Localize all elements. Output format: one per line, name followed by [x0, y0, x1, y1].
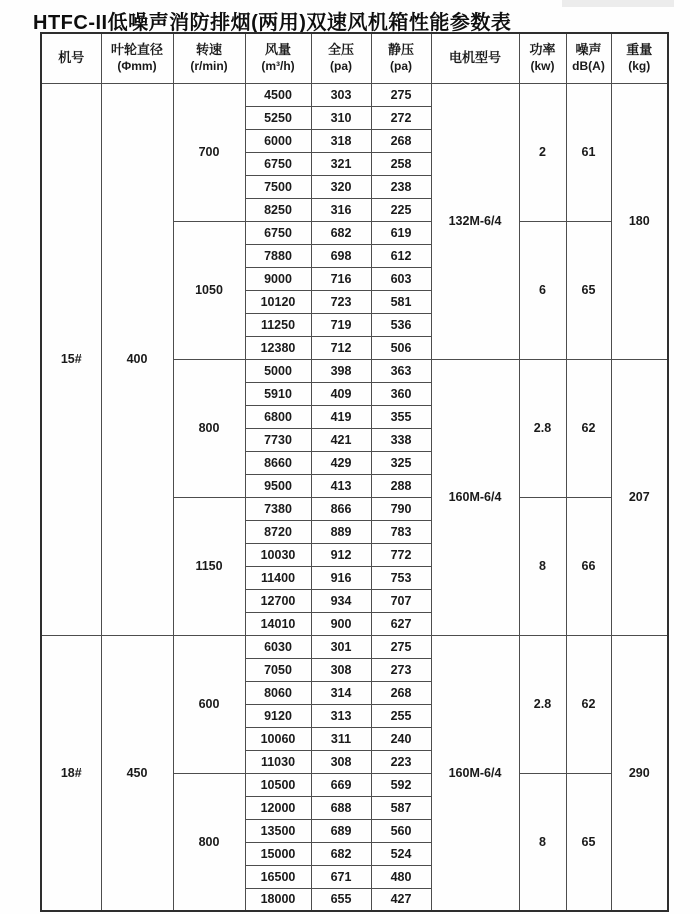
cell-static-pressure: 619 — [371, 221, 431, 244]
cell-static-pressure: 225 — [371, 198, 431, 221]
cell-static-pressure: 258 — [371, 152, 431, 175]
cell-total-pressure: 916 — [311, 566, 371, 589]
header-row — [41, 33, 668, 83]
cell-static-pressure: 338 — [371, 428, 431, 451]
spec-table — [40, 32, 669, 912]
header-label: 叶轮直径 — [110, 42, 163, 57]
cell-static-pressure: 524 — [371, 842, 431, 865]
header-cell-static-pressure — [371, 33, 431, 83]
cell-static-pressure: 772 — [371, 543, 431, 566]
header-unit: (Φmm) — [117, 58, 157, 73]
cell-total-pressure: 421 — [311, 428, 371, 451]
cell-static-pressure: 288 — [371, 474, 431, 497]
cell-static-pressure: 627 — [371, 612, 431, 635]
cell-air-volume: 11030 — [245, 750, 311, 773]
header-label: 电机型号 — [448, 49, 501, 65]
cell-static-pressure: 275 — [371, 83, 431, 106]
table-body — [41, 83, 668, 911]
cell-machine-no: 18# — [41, 635, 101, 911]
cell-static-pressure: 223 — [371, 750, 431, 773]
table-header — [41, 33, 668, 83]
cell-air-volume: 8660 — [245, 451, 311, 474]
header-unit: (kw) — [530, 58, 555, 73]
cell-total-pressure: 689 — [311, 819, 371, 842]
cell-total-pressure: 398 — [311, 359, 371, 382]
cell-power: 8 — [519, 773, 566, 911]
table-row — [41, 635, 668, 658]
header-cell-machine-no — [41, 33, 101, 83]
cell-speed: 800 — [173, 773, 245, 911]
cell-air-volume: 13500 — [245, 819, 311, 842]
header-label: 机号 — [58, 49, 85, 65]
header-unit: (m³/h) — [261, 58, 295, 73]
cell-air-volume: 10060 — [245, 727, 311, 750]
cell-air-volume: 5250 — [245, 106, 311, 129]
header-cell-impeller-diameter — [101, 33, 173, 83]
cell-static-pressure: 355 — [371, 405, 431, 428]
cell-static-pressure: 240 — [371, 727, 431, 750]
header-label: 风量 — [264, 42, 291, 57]
cell-total-pressure: 321 — [311, 152, 371, 175]
cell-air-volume: 6750 — [245, 152, 311, 175]
header-cell-power — [519, 33, 566, 83]
header-cell-noise — [566, 33, 611, 83]
cell-total-pressure: 912 — [311, 543, 371, 566]
cell-air-volume: 5000 — [245, 359, 311, 382]
cell-air-volume: 7730 — [245, 428, 311, 451]
cell-total-pressure: 413 — [311, 474, 371, 497]
cell-static-pressure: 592 — [371, 773, 431, 796]
cell-noise: 61 — [566, 83, 611, 221]
cell-static-pressure: 560 — [371, 819, 431, 842]
cell-air-volume: 6750 — [245, 221, 311, 244]
header-label: 静压 — [387, 42, 414, 57]
cell-power: 2.8 — [519, 359, 566, 497]
cell-air-volume: 5910 — [245, 382, 311, 405]
cell-static-pressure: 587 — [371, 796, 431, 819]
cell-total-pressure: 429 — [311, 451, 371, 474]
cell-power: 2.8 — [519, 635, 566, 773]
cell-noise: 62 — [566, 635, 611, 773]
cell-static-pressure: 506 — [371, 336, 431, 359]
cell-impeller-diameter: 450 — [101, 635, 173, 911]
cell-static-pressure: 275 — [371, 635, 431, 658]
header-unit: (pa) — [330, 58, 352, 73]
header-unit: dB(A) — [572, 58, 605, 73]
cell-air-volume: 15000 — [245, 842, 311, 865]
cell-static-pressure: 783 — [371, 520, 431, 543]
cell-motor-model: 160M-6/4 — [431, 359, 519, 635]
cell-air-volume: 4500 — [245, 83, 311, 106]
header-cell-total-pressure — [311, 33, 371, 83]
cell-total-pressure: 308 — [311, 658, 371, 681]
cell-total-pressure: 655 — [311, 888, 371, 911]
cell-air-volume: 7880 — [245, 244, 311, 267]
cell-static-pressure: 238 — [371, 175, 431, 198]
cell-air-volume: 14010 — [245, 612, 311, 635]
cell-total-pressure: 669 — [311, 773, 371, 796]
cell-total-pressure: 688 — [311, 796, 371, 819]
cell-static-pressure: 268 — [371, 681, 431, 704]
cell-static-pressure: 480 — [371, 865, 431, 888]
cell-total-pressure: 712 — [311, 336, 371, 359]
header-unit: (pa) — [390, 58, 412, 73]
cell-static-pressure: 268 — [371, 129, 431, 152]
cell-air-volume: 11250 — [245, 313, 311, 336]
cell-total-pressure: 310 — [311, 106, 371, 129]
cell-total-pressure: 719 — [311, 313, 371, 336]
cell-weight: 180 — [611, 83, 668, 359]
cell-power: 6 — [519, 221, 566, 359]
cell-machine-no: 15# — [41, 83, 101, 635]
cell-air-volume: 7380 — [245, 497, 311, 520]
header-unit: (kg) — [628, 58, 651, 73]
cell-total-pressure: 311 — [311, 727, 371, 750]
cell-speed: 800 — [173, 359, 245, 497]
cell-static-pressure: 707 — [371, 589, 431, 612]
cell-total-pressure: 716 — [311, 267, 371, 290]
header-unit: (r/min) — [190, 58, 228, 73]
cell-total-pressure: 723 — [311, 290, 371, 313]
cell-air-volume: 9000 — [245, 267, 311, 290]
cell-air-volume: 18000 — [245, 888, 311, 911]
cell-total-pressure: 308 — [311, 750, 371, 773]
cell-total-pressure: 682 — [311, 221, 371, 244]
cell-total-pressure: 900 — [311, 612, 371, 635]
header-label: 转速 — [195, 42, 222, 57]
cell-air-volume: 8060 — [245, 681, 311, 704]
header-cell-motor-model — [431, 33, 519, 83]
header-cell-speed — [173, 33, 245, 83]
cell-static-pressure: 273 — [371, 658, 431, 681]
cell-air-volume: 6000 — [245, 129, 311, 152]
cell-total-pressure: 889 — [311, 520, 371, 543]
cell-static-pressure: 427 — [371, 888, 431, 911]
cell-air-volume: 11400 — [245, 566, 311, 589]
cell-noise: 65 — [566, 773, 611, 911]
cell-total-pressure: 671 — [311, 865, 371, 888]
cell-speed: 1050 — [173, 221, 245, 359]
cell-weight: 207 — [611, 359, 668, 635]
cell-total-pressure: 301 — [311, 635, 371, 658]
cell-noise: 62 — [566, 359, 611, 497]
cell-air-volume: 10500 — [245, 773, 311, 796]
cell-total-pressure: 318 — [311, 129, 371, 152]
cell-total-pressure: 409 — [311, 382, 371, 405]
header-label: 重量 — [626, 42, 653, 57]
cell-noise: 65 — [566, 221, 611, 359]
cell-air-volume: 12700 — [245, 589, 311, 612]
cell-air-volume: 10030 — [245, 543, 311, 566]
cell-air-volume: 12000 — [245, 796, 311, 819]
cell-static-pressure: 790 — [371, 497, 431, 520]
cell-air-volume: 9500 — [245, 474, 311, 497]
header-label: 噪声 — [575, 42, 602, 57]
header-cell-air-volume — [245, 33, 311, 83]
cell-air-volume: 8720 — [245, 520, 311, 543]
cell-total-pressure: 698 — [311, 244, 371, 267]
cell-power: 8 — [519, 497, 566, 635]
cell-impeller-diameter: 400 — [101, 83, 173, 635]
page-title: HTFC-II低噪声消防排烟(两用)双速风机箱性能参数表 — [33, 12, 512, 34]
header-label: 全压 — [327, 42, 354, 57]
header-label: 功率 — [529, 42, 556, 57]
cell-total-pressure: 320 — [311, 175, 371, 198]
cell-static-pressure: 603 — [371, 267, 431, 290]
cell-air-volume: 9120 — [245, 704, 311, 727]
cell-air-volume: 7050 — [245, 658, 311, 681]
scan-artifact — [562, 0, 674, 7]
cell-air-volume: 12380 — [245, 336, 311, 359]
cell-static-pressure: 581 — [371, 290, 431, 313]
table-row — [41, 83, 668, 106]
cell-power: 2 — [519, 83, 566, 221]
cell-air-volume: 8250 — [245, 198, 311, 221]
cell-air-volume: 7500 — [245, 175, 311, 198]
cell-weight: 290 — [611, 635, 668, 911]
cell-total-pressure: 682 — [311, 842, 371, 865]
cell-total-pressure: 934 — [311, 589, 371, 612]
cell-static-pressure: 753 — [371, 566, 431, 589]
cell-noise: 66 — [566, 497, 611, 635]
cell-motor-model: 160M-6/4 — [431, 635, 519, 911]
cell-total-pressure: 419 — [311, 405, 371, 428]
cell-total-pressure: 316 — [311, 198, 371, 221]
cell-air-volume: 10120 — [245, 290, 311, 313]
cell-total-pressure: 866 — [311, 497, 371, 520]
cell-static-pressure: 612 — [371, 244, 431, 267]
cell-motor-model: 132M-6/4 — [431, 83, 519, 359]
header-cell-weight — [611, 33, 668, 83]
cell-static-pressure: 536 — [371, 313, 431, 336]
cell-total-pressure: 313 — [311, 704, 371, 727]
cell-speed: 1150 — [173, 497, 245, 635]
cell-static-pressure: 325 — [371, 451, 431, 474]
cell-air-volume: 6030 — [245, 635, 311, 658]
cell-static-pressure: 272 — [371, 106, 431, 129]
cell-speed: 700 — [173, 83, 245, 221]
cell-static-pressure: 363 — [371, 359, 431, 382]
cell-air-volume: 6800 — [245, 405, 311, 428]
cell-total-pressure: 314 — [311, 681, 371, 704]
cell-static-pressure: 255 — [371, 704, 431, 727]
cell-static-pressure: 360 — [371, 382, 431, 405]
cell-air-volume: 16500 — [245, 865, 311, 888]
cell-speed: 600 — [173, 635, 245, 773]
cell-total-pressure: 303 — [311, 83, 371, 106]
